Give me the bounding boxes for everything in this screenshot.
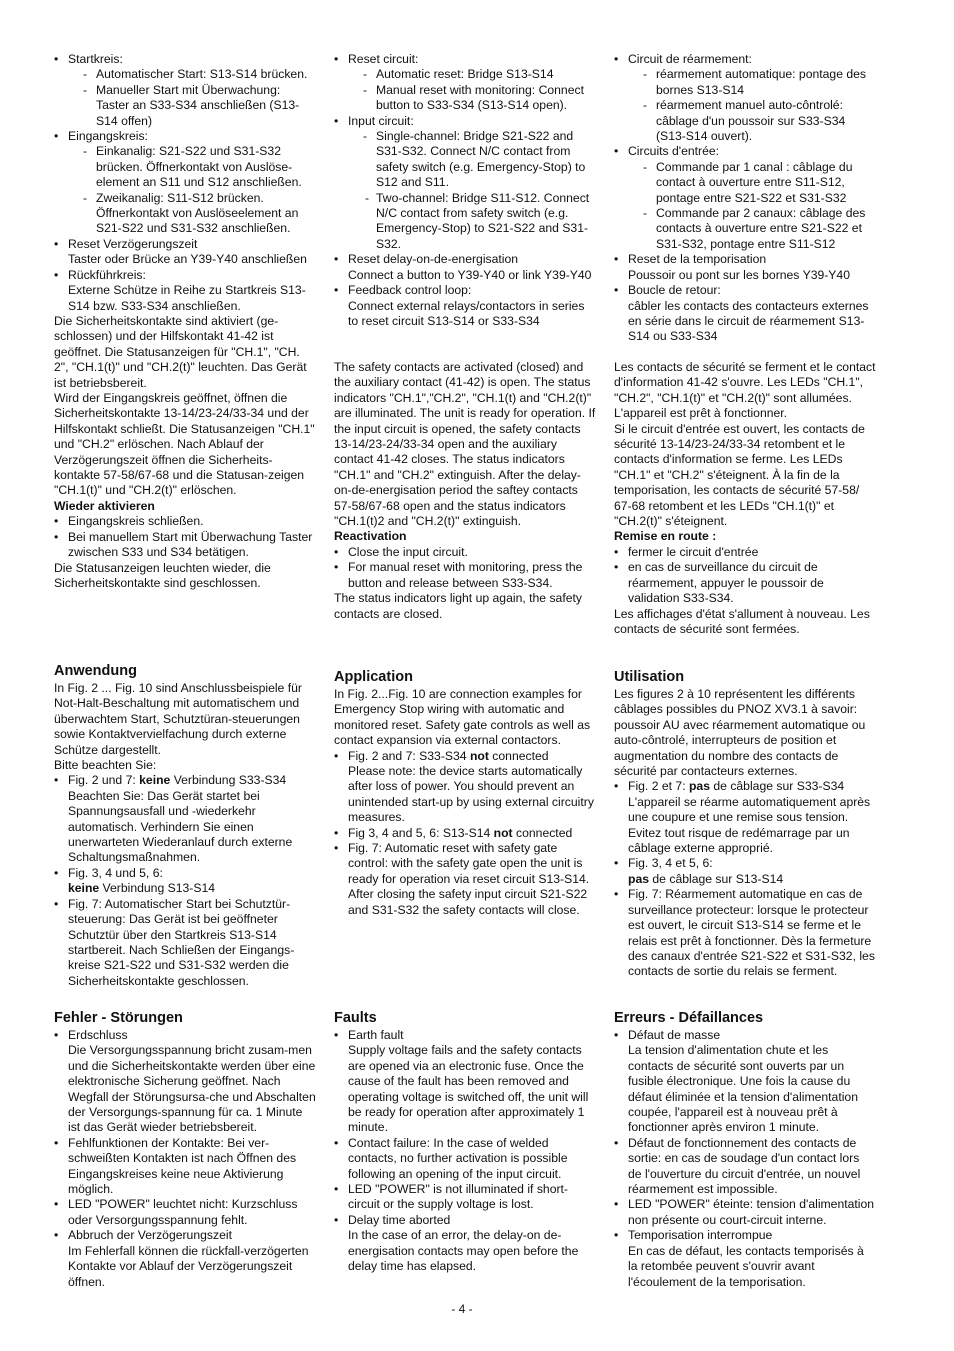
de-application-section: Anwendung In Fig. 2 ... Fig. 10 sind Anschlussbeispiele für Not-Halt-Beschaltung mit automatischem und überwachtem Start, Schutztüran-steuerungen sowie Kontaktvervielfachung durch externe Schütze dargestellt. Bitte beachten Sie: • Fig. 2 und 7: keine Verbindung S33-S34 Beachten Sie: Das Gerät startet bei Spannungsausfall und -wiederkehr automatisch. Verhindern Sie einen unerwarteten Wiederanlauf durch externe Schaltungsmaßnahmen. • Fig. 3, 4 und 5, 6: keine Verbindung S13-S14 • Fig. 7: Automatischer Start bei Schutztür-steuerung: Das Gerät ist bei geöffneter Schutztür über den Startkreis S13-S14 startbereit. Nach Schließen der Eingangs-kreise S21-S22 und S31-S32 werden die Sicherheitskontakte geschlossen. [54,662,316,989]
en-faults-section: Faults • Earth fault Supply voltage fails and the safety contacts are opened via an electronic fuse. Once the cause of the fault has been removed and operating voltage is switched off, the unit will be ready for operation after approximately 1 minute. • Contact failure: In the case of welded contacts, no further activation is possible following an opening of the input circuit. • LED "POWER" is not illuminated if short-circuit or the supply voltage is lost. • Delay time aborted In the case of an error, the delay-on de-energisation contacts may open before the delay time has elapsed. [334,1009,596,1275]
fr-faults-section: Erreurs - Défaillances • Défaut de masse La tension d'alimentation chute et les contacts de sécurité sont ouverts par un fusible électronique. Une fois la cause du défaut éliminée et la tension d'alimentation coupée, l'appareil est à nouveau prêt à fonctionner après environ 1 minute. • Défaut de fonctionnement des contacts de sortie: en cas de soudage d'un contact lors de l'ouverture du circuit d'entrée, un nouvel réarmement est impossible. • LED "POWER" éteinte: tension d'alimentation non présente ou court-circuit interne. • Temporisation interrompue En cas de défaut, les contacts temporisés à la retombée peuvent s'ouvrir avant l'écoulement de la temporisation. [614,1009,876,1290]
en-wiring-section: • Reset circuit: - Automatic reset: Bridge S13-S14 - Manual reset with monitoring: Connect button to S33-S34 (S13-S14 open). • Input circuit: - Single-channel: Bridge S21-S22 and S31-S32. Connect N/C contact from safety switch (e.g. Emergency-Stop) to S12 and S11. - Two-channel: Bridge S11-S12. Connect N/C contact from safety switch (e.g. Emergency-Stop) to S21-S22 and S31-S32. • Reset delay-on-de-energisation Connect a button to Y39-Y40 or link Y39-Y40 • Feedback control loop: Connect external relays/contactors in series to reset circuit S13-S14 or S33-S34 [334,52,596,329]
fr-wiring-section: • Circuit de réarmement: - réarmement automatique: pontage des bornes S13-S14 - réarmement manuel auto-côntrolé: câblage d'un poussoir sur S33-S34 (S13-S14 ouvert). • Circuits d'entrée: - Commande par 1 canal : câblage du contact à ouverture entre S11-S12, pontage entre S21-S22 et S31-S32 - Commande par 2 canaux: câblage des contacts à ouverture entre S21-S22 et S31-S32, pontage entre S11-S12 • Reset de la temporisation Poussoir ou pont sur les bornes Y39-Y40 • Boucle de retour: câbler les contacts des contacteurs externes en série dans le circuit de réarmement S13-S14 ou S33-S34 [614,52,876,345]
section-heading: Fehler - Störungen [54,1010,183,1026]
section-heading: Faults [334,1010,377,1026]
section-heading: Application [334,669,413,685]
en-function-section: The safety contacts are activated (closed) and the auxiliary contact (41-42) is open. The status indicators "CH.1","CH.2", "CH.1(t) and "CH.2(t)" are illuminated. The unit is ready for operation. If the input circuit is opened, the safety contacts 13-14/23-24/33-34 open and the auxiliary contact 41-42 closes. The status indicators "CH.1" and "CH.2" extinguish. After the delay-on-de-energisation period the saftey contacts 57-58/67-68 open and the status indicators "CH.1(t)2 and "CH.2(t)" extinguish. Reactivation • Close the input circuit. • For manual reset with monitoring, press the button and release between S33-S34. The status indicators light up again, the safety contacts are closed. [334,360,596,622]
page-number: - 4 - [451,1302,473,1316]
en-application-section: Application In Fig. 2...Fig. 10 are connection examples for Emergency Stop wiring with automatic and monitored reset. Safety gate controls as well as contact expansion via external contactors. • Fig. 2 and 7: S33-S34 not connected Please note: the device starts automatically after loss of power. You should prevent an unintended start-up by using external circuitry measures. • Fig 3, 4 and 5, 6: S13-S14 not connected • Fig. 7: Automatic reset with safety gate control: with the safety gate open the unit is ready for operation via reset circuit S13-S14. After closing the safety input circuit S21-S22 and S31-S32 the safety contacts will close. [334,668,596,918]
section-heading: Anwendung [54,663,137,679]
de-wiring-section: • Startkreis: - Automatischer Start: S13-S14 brücken. - Manueller Start mit Überwachung: Taster an S33-S34 anschließen (S13-S14 offen) • Eingangskreis: - Einkanalig: S21-S22 und S31-S32 brücken. Öffnerkontakt von Auslöse-element an S11 und S12 anschließen. - Zweikanalig: S11-S12 brücken. Öffnerkontakt von Auslöseelement an S21-S22 und S31-S32 anschließen. • Reset Verzögerungszeit Taster oder Brücke an Y39-Y40 anschließen • Rückführkreis: Externe Schütze in Reihe zu Startkreis S13-S14 bzw. S33-S34 anschließen. [54,52,316,314]
fr-application-section: Utilisation Les figures 2 à 10 représentent les différents câblages possibles du PNOZ XV3.1 à savoir: poussoir AU avec réarmement automatique ou auto-côntrolé, interrupteurs de position et augmentation du nombre des contacts de sécurité par contacteurs externes. • Fig. 2 et 7: pas de câblage sur S33-S34 L'appareil se réarme automatiquement après une coupure et une remise sous tension. Evitez tout risque de redémarrage par un câblage externe approprié. • Fig. 3, 4 et 5, 6: pas de câblage sur S13-S14 • Fig. 7: Réarmement automatique en cas de surveillance protecteur: lorsque le protecteur est ouvert, le circuit S13-S14 se ferme et le relais est prêt à fonctionner. Dès la fermeture des canaux d'entrée S21-S22 et S31-S32, les contacts de sortie du relais se ferment. [614,668,876,980]
section-heading: Erreurs - Défaillances [614,1010,764,1026]
fr-function-section: Les contacts de sécurité se ferment et le contact d'information 41-42 s'ouvre. Les LEDs "CH.1", "CH.2", "CH.1(t)" et "CH.2(t)" sont allumées. L'appareil est prêt à fonctionner. Si le circuit d'entrée est ouvert, les contacts de sécurité 13-14/23-24/33-34 retombent et le contacts d'information se ferme. Les LEDs "CH.1" et "CH.2" s'éteignent. À la fin de la temporisation, les contacts de sécurité 57-58/ 67-68 retombent et les LEDs "CH.1(t)" et "CH.2(t)" s'éteignent. Remise en route : • fermer le circuit d'entrée • en cas de surveillance du circuit de réarmement, appuyer le poussoir de validation S33-S34. Les affichages d'état s'allument à nouveau. Les contacts de sécurité sont fermées. [614,360,876,637]
de-function-section: Die Sicherheitskontakte sind aktiviert (ge-schlossen) und der Hilfskontakt 41-42 ist geöffnet. Die Statusanzeigen für "CH.1", "CH. 2", "CH.1(t)" und "CH.2(t)" leuchten. Das Gerät ist betriebsbereit. Wird der Eingangskreis geöffnet, öffnen die Sicherheitskontakte 13-14/23-24/33-34 und der Hilfskontakt schließt. Die Statusanzeigen "CH.1" und "CH.2" erlöschen. Nach Ablauf der Verzögerungszeit öffnen die Sicherheits-kontakte 57-58/67-68 und die Statusan-zeigen "CH.1(t)" und "CH.2(t)" erlöschen. Wieder aktivieren • Eingangskreis schließen. • Bei manuellem Start mit Überwachung Taster zwischen S33 und S34 betätigen. Die Statusanzeigen leuchten wieder, die Sicherheitskontakte sind geschlossen. [54,314,316,591]
section-heading: Utilisation [614,669,685,685]
de-faults-section: Fehler - Störungen • Erdschluss Die Versorgungsspannung bricht zusam-men und die Sicherheitskontakte werden über eine elektronische Sicherung geöffnet. Nach Wegfall der Störungsursa-che und Abschalten der Versorgungs-spannung für ca. 1 Minute ist das Gerät wieder betriebsbereit. • Fehlfunktionen der Kontakte: Bei ver-schweißten Kontakten ist nach Öffnen des Eingangskreises keine neue Aktivierung möglich. • LED "POWER" leuchtet nicht: Kurzschluss oder Versorgungsspannung fehlt. • Abbruch der Verzögerungszeit Im Fehlerfall können die rückfall-verzögerten Kontakte vor Ablauf der Verzögerungszeit öffnen. [54,1009,316,1290]
